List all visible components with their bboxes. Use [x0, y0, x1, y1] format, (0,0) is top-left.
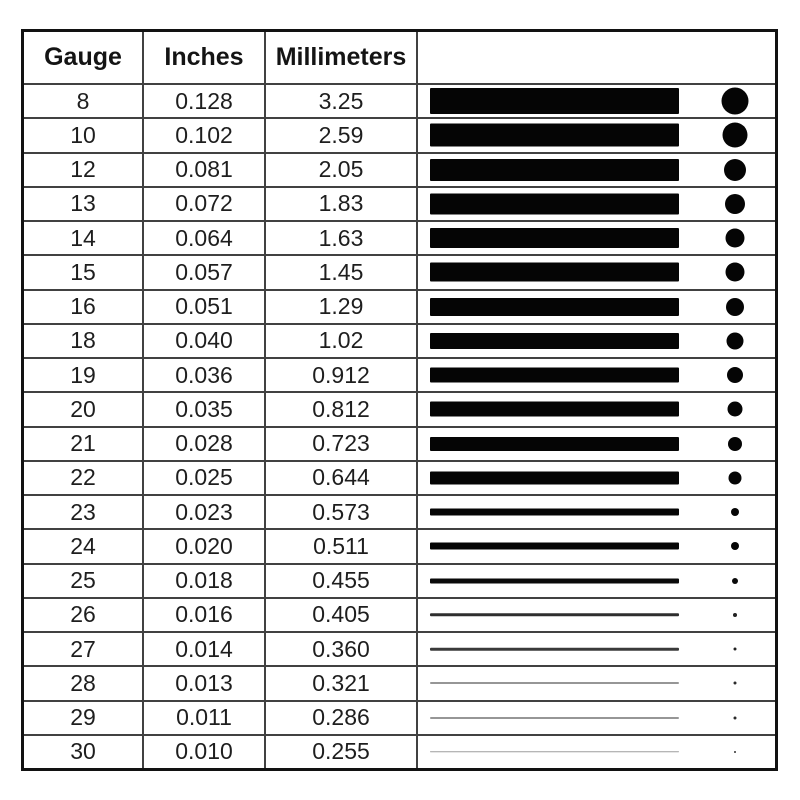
wire-thickness-bar [430, 333, 679, 349]
wire-visual-cell [418, 186, 775, 220]
wire-cross-section-dot [724, 159, 746, 181]
inches-cell: 0.010 [144, 734, 266, 768]
wire-visual-cell [418, 460, 775, 494]
wire-visual-cell [418, 631, 775, 665]
wire-gauge-table [21, 29, 778, 771]
inches-cell: 0.023 [144, 494, 266, 528]
wire-thickness-bar [430, 402, 679, 417]
gauge-cell: 8 [24, 83, 144, 117]
inches-cell: 0.011 [144, 700, 266, 734]
wire-visual-cell [418, 323, 775, 357]
wire-thickness-bar [430, 578, 679, 583]
millimeters-cell: 0.405 [266, 597, 418, 631]
gauge-cell: 23 [24, 494, 144, 528]
wire-visual-cell [418, 83, 775, 117]
wire-thickness-bar [430, 471, 679, 484]
wire-cross-section-dot [734, 751, 736, 753]
wire-thickness-bar [430, 437, 679, 451]
millimeters-cell: 2.05 [266, 152, 418, 186]
gauge-cell: 12 [24, 152, 144, 186]
gauge-cell: 26 [24, 597, 144, 631]
gauge-cell: 19 [24, 357, 144, 391]
gauge-cell: 16 [24, 289, 144, 323]
millimeters-cell: 0.912 [266, 357, 418, 391]
wire-visual-cell [418, 254, 775, 288]
wire-cross-section-dot [726, 263, 745, 282]
inches-cell: 0.020 [144, 528, 266, 562]
millimeters-cell: 0.286 [266, 700, 418, 734]
inches-cell: 0.072 [144, 186, 266, 220]
wire-cross-section-dot [729, 471, 742, 484]
inches-cell: 0.057 [144, 254, 266, 288]
wire-cross-section-dot [734, 648, 737, 651]
inches-cell: 0.018 [144, 563, 266, 597]
wire-thickness-bar [430, 509, 679, 516]
gauge-cell: 20 [24, 391, 144, 425]
wire-thickness-bar [430, 543, 679, 550]
gauge-cell: 24 [24, 528, 144, 562]
gauge-cell: 27 [24, 631, 144, 665]
inches-cell: 0.035 [144, 391, 266, 425]
wire-thickness-bar [430, 648, 679, 651]
column-header-gauge: Gauge [24, 32, 144, 83]
inches-cell: 0.025 [144, 460, 266, 494]
column-header-millimeters: Millimeters [266, 32, 418, 83]
wire-cross-section-dot [727, 367, 743, 383]
millimeters-cell: 0.321 [266, 665, 418, 699]
wire-cross-section-dot [726, 229, 745, 248]
millimeters-cell: 2.59 [266, 117, 418, 151]
inches-cell: 0.064 [144, 220, 266, 254]
inches-cell: 0.128 [144, 83, 266, 117]
gauge-cell: 30 [24, 734, 144, 768]
gauge-cell: 13 [24, 186, 144, 220]
wire-visual-cell [418, 220, 775, 254]
inches-cell: 0.013 [144, 665, 266, 699]
inches-cell: 0.036 [144, 357, 266, 391]
wire-thickness-bar [430, 751, 679, 753]
wire-thickness-bar [430, 368, 679, 383]
inches-cell: 0.040 [144, 323, 266, 357]
gauge-cell: 21 [24, 426, 144, 460]
millimeters-cell: 0.511 [266, 528, 418, 562]
wire-visual-cell [418, 700, 775, 734]
millimeters-cell: 1.63 [266, 220, 418, 254]
wire-cross-section-dot [723, 123, 748, 148]
inches-cell: 0.014 [144, 631, 266, 665]
millimeters-cell: 0.455 [266, 563, 418, 597]
wire-thickness-bar [430, 228, 679, 248]
gauge-cell: 14 [24, 220, 144, 254]
wire-cross-section-dot [726, 298, 744, 316]
wire-thickness-bar [430, 159, 679, 181]
gauge-cell: 25 [24, 563, 144, 597]
gauge-cell: 18 [24, 323, 144, 357]
wire-cross-section-dot [734, 682, 737, 685]
wire-thickness-bar [430, 613, 679, 617]
millimeters-cell: 3.25 [266, 83, 418, 117]
gauge-cell: 29 [24, 700, 144, 734]
wire-thickness-bar [430, 88, 679, 114]
millimeters-cell: 1.83 [266, 186, 418, 220]
wire-cross-section-dot [727, 332, 744, 349]
wire-thickness-bar [430, 124, 679, 147]
column-header-inches: Inches [144, 32, 266, 83]
wire-cross-section-dot [731, 542, 739, 550]
wire-cross-section-dot [728, 402, 743, 417]
millimeters-cell: 1.45 [266, 254, 418, 288]
wire-visual-cell [418, 357, 775, 391]
wire-visual-cell [418, 528, 775, 562]
wire-thickness-bar [430, 717, 679, 719]
wire-thickness-bar [430, 263, 679, 282]
wire-cross-section-dot [732, 578, 738, 584]
wire-visual-cell [418, 426, 775, 460]
millimeters-cell: 1.02 [266, 323, 418, 357]
wire-cross-section-dot [725, 194, 745, 214]
wire-cross-section-dot [733, 613, 737, 617]
column-header-visual-blank [418, 32, 775, 83]
wire-cross-section-dot [722, 88, 749, 115]
inches-cell: 0.102 [144, 117, 266, 151]
millimeters-cell: 1.29 [266, 289, 418, 323]
inches-cell: 0.051 [144, 289, 266, 323]
inches-cell: 0.028 [144, 426, 266, 460]
wire-visual-cell [418, 563, 775, 597]
inches-cell: 0.016 [144, 597, 266, 631]
inches-cell: 0.081 [144, 152, 266, 186]
gauge-cell: 22 [24, 460, 144, 494]
millimeters-cell: 0.812 [266, 391, 418, 425]
wire-cross-section-dot [734, 716, 737, 719]
wire-cross-section-dot [728, 437, 742, 451]
millimeters-cell: 0.723 [266, 426, 418, 460]
gauge-cell: 15 [24, 254, 144, 288]
wire-visual-cell [418, 665, 775, 699]
millimeters-cell: 0.644 [266, 460, 418, 494]
millimeters-cell: 0.255 [266, 734, 418, 768]
wire-visual-cell [418, 734, 775, 768]
wire-cross-section-dot [731, 508, 739, 516]
gauge-cell: 28 [24, 665, 144, 699]
wire-thickness-bar [430, 682, 679, 684]
millimeters-cell: 0.573 [266, 494, 418, 528]
wire-visual-cell [418, 117, 775, 151]
wire-thickness-bar [430, 193, 679, 214]
wire-visual-cell [418, 152, 775, 186]
millimeters-cell: 0.360 [266, 631, 418, 665]
wire-visual-cell [418, 494, 775, 528]
wire-thickness-bar [430, 298, 679, 316]
gauge-cell: 10 [24, 117, 144, 151]
wire-visual-cell [418, 391, 775, 425]
wire-visual-cell [418, 597, 775, 631]
wire-visual-cell [418, 289, 775, 323]
